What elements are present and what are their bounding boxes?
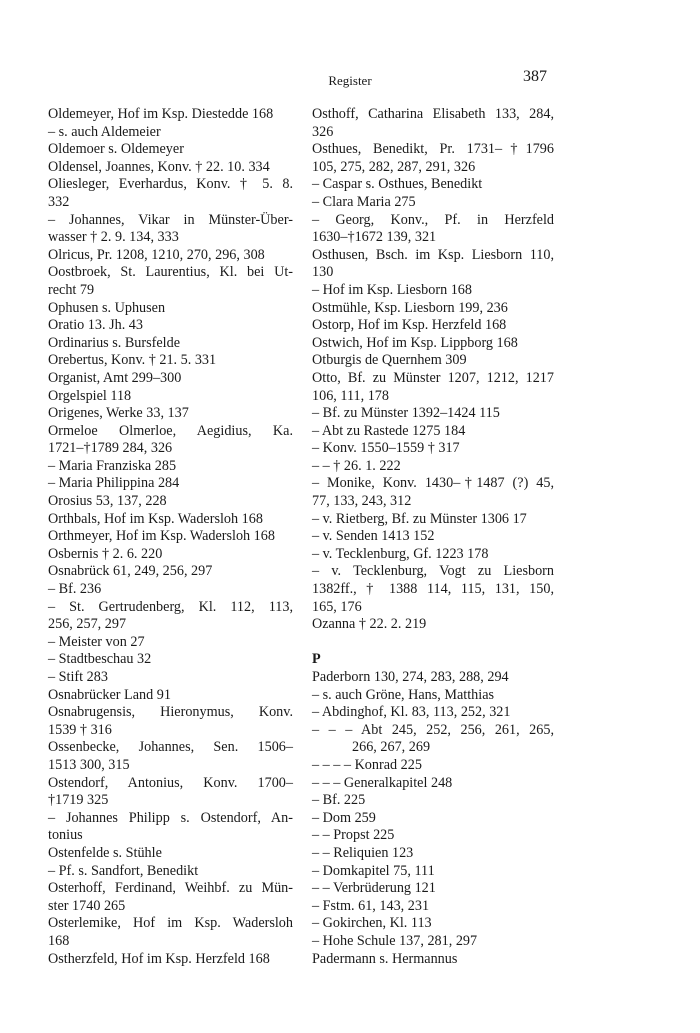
index-entry: Paderborn 130, 274, 283, 288, 294 xyxy=(312,669,509,685)
index-column-left xyxy=(48,106,293,968)
index-entry: – Johannes, Vikar in Münster-Über- wasser † 2. 9. 134, 333 xyxy=(48,211,293,246)
index-entry: – St. Gertrudenberg, Kl. 112, 113, 256, 257, 297 xyxy=(48,598,293,633)
index-entry: – Hof im Ksp. Liesborn 168 xyxy=(312,281,472,298)
index-entry: Ozanna † 22. 2. 219 xyxy=(312,616,427,633)
index-entry: – Meister von 27 xyxy=(48,633,145,650)
index-entry: Olricus, Pr. 1208, 1210, 270, 296, 308 xyxy=(48,246,265,263)
index-entry: Osnabrücker Land 91 xyxy=(48,686,171,703)
index-entry: – Domkapitel 75, 111 xyxy=(312,862,435,879)
index-entry: Osnabrugensis, Hieronymus, Konv. 1539 † 316 xyxy=(48,704,293,738)
index-entry: – – Verbrüderung 121 xyxy=(312,880,436,897)
index-entry: – Stift 283 xyxy=(48,669,108,685)
index-entry: Ostherzfeld, Hof im Ksp. Herzfeld 168 xyxy=(48,950,270,967)
index-entry: – Maria Franziska 285 xyxy=(48,457,177,474)
index-entry: Ossenbecke, Johannes, Sen. 1506– 1513 300, 315 xyxy=(48,739,293,773)
page-number: 387 xyxy=(523,68,547,85)
index-entry: Osthues, Benedikt, Pr. 1731–†1796 105, 275, 282, 287, 291, 326 xyxy=(312,141,554,175)
index-entry: – Bf. 225 xyxy=(312,792,366,809)
index-entry: Oliesleger, Everhardus, Konv. † 5. 8. 332 xyxy=(48,176,293,210)
index-entry: – Georg, Konv., Pf. in Herzfeld 1630–†1672 139, 321 xyxy=(312,211,554,246)
index-entry: – v. Tecklenburg, Gf. 1223 178 xyxy=(312,545,489,562)
index-entry: – – Propst 225 xyxy=(312,827,395,844)
index-entry: Orosius 53, 137, 228 xyxy=(48,493,167,510)
header-title: Register xyxy=(328,73,372,88)
index-entry: Ostendorf, Antonius, Konv. 1700– †1719 325 xyxy=(48,774,293,809)
index-entry: Oldemoer s. Oldemeyer xyxy=(48,141,184,158)
index-entry: – – – Abt 245, 252, 256, 261, 265, 266, 267, 269 xyxy=(312,721,554,756)
index-entry: – – † 26. 1. 222 xyxy=(312,457,401,474)
index-entry: Ostwich, Hof im Ksp. Lippborg 168 xyxy=(312,334,518,351)
index-entry: – Abdinghof, Kl. 83, 113, 252, 321 xyxy=(312,704,511,721)
index-entry: – s. auch Gröne, Hans, Matthias xyxy=(312,686,495,703)
index-entry: – s. auch Aldemeier xyxy=(48,123,161,140)
index-column-right xyxy=(312,106,554,968)
index-entry: Orthbals, Hof im Ksp. Wadersloh 168 xyxy=(48,510,263,527)
index-entry: – Pf. s. Sandfort, Benedikt xyxy=(48,862,199,879)
index-entry: – v. Rietberg, Bf. zu Münster 1306 17 xyxy=(312,510,527,527)
index-entry: – Dom 259 xyxy=(312,809,376,826)
index-entry: Orebertus, Konv. † 21. 5. 331 xyxy=(48,352,217,369)
index-entry: – Abt zu Rastede 1275 184 xyxy=(312,422,466,439)
index-entry: Oratio 13. Jh. 43 xyxy=(48,317,143,334)
index-entry: Osbernis † 2. 6. 220 xyxy=(48,545,163,562)
index-entry: Ormeloe Olmerloe, Aegidius, Ka. 1721–†1789 284, 326 xyxy=(48,422,293,457)
index-entry: – – – Generalkapitel 248 xyxy=(312,774,453,791)
index-entry: – Caspar s. Osthues, Benedikt xyxy=(312,176,483,193)
index-entry: Ostmühle, Ksp. Liesborn 199, 236 xyxy=(312,299,508,316)
index-entry: – Monike, Konv. 1430–†1487 (?) 45, 77, 133, 243, 312 xyxy=(312,475,554,510)
index-entry: Otburgis de Quernhem 309 xyxy=(312,352,467,369)
section-letter: P xyxy=(312,651,321,668)
index-entry: Oldensel, Joannes, Konv. † 22. 10. 334 xyxy=(48,158,270,175)
index-entry: – Bf. 236 xyxy=(48,581,102,598)
index-entry: Osthusen, Bsch. im Ksp. Liesborn 110, 130 xyxy=(312,246,554,281)
index-entry: Osterhoff, Ferdinand, Weihbf. zu Mün- ster 1740 265 xyxy=(48,880,293,914)
index-entry: – v. Tecklenburg, Vogt zu Liesborn 1382ff., † 1388 114, 115, 131, 150, 165, 176 xyxy=(312,563,554,615)
index-entry: Organist, Amt 299–300 xyxy=(48,369,182,386)
index-entry: Ostenfelde s. Stühle xyxy=(48,844,162,861)
index-entry: Orthmeyer, Hof im Ksp. Wadersloh 168 xyxy=(48,528,275,545)
index-entry: Oostbroek, St. Laurentius, Kl. bei Ut- recht 79 xyxy=(48,264,293,298)
index-entry: – Fstm. 61, 143, 231 xyxy=(312,897,430,914)
index-entry: – v. Senden 1413 152 xyxy=(312,528,435,545)
index-entry: – Johannes Philipp s. Ostendorf, An- tonius xyxy=(48,809,293,844)
index-entry: – Gokirchen, Kl. 113 xyxy=(312,915,432,932)
index-entry: Otto, Bf. zu Münster 1207, 1212, 1217 106, 111, 178 xyxy=(312,369,554,404)
index-entry: – Hohe Schule 137, 281, 297 xyxy=(312,932,478,949)
index-entry: – – – – Konrad 225 xyxy=(312,756,422,773)
index-entry: Ordinarius s. Bursfelde xyxy=(48,334,180,351)
index-entry: – Stadtbeschau 32 xyxy=(48,651,152,668)
index-entry: – – Reliquien 123 xyxy=(312,844,414,861)
index-entry: – Maria Philippina 284 xyxy=(48,475,180,492)
index-entry: – Clara Maria 275 xyxy=(312,193,416,210)
index-entry: Origenes, Werke 33, 137 xyxy=(48,405,189,422)
index-entry: Oldemeyer, Hof im Ksp. Diestedde 168 xyxy=(48,106,274,122)
index-entry: – Bf. zu Münster 1392–1424 115 xyxy=(312,405,500,422)
index-entry: Padermann s. Hermannus xyxy=(312,950,458,967)
index-entry: Osthoff, Catharina Elisabeth 133, 284, 326 xyxy=(312,106,554,140)
index-entry: Osnabrück 61, 249, 256, 297 xyxy=(48,563,213,580)
index-entry: Osterlemike, Hof im Ksp. Wadersloh 168 xyxy=(48,915,293,949)
index-entry: Orgelspiel 118 xyxy=(48,387,132,404)
section-spacer xyxy=(312,634,554,652)
index-entry: Ophusen s. Uphusen xyxy=(48,299,166,316)
index-entry: Ostorp, Hof im Ksp. Herzfeld 168 xyxy=(312,317,507,334)
index-entry: – Konv. 1550–1559 † 317 xyxy=(312,440,460,457)
